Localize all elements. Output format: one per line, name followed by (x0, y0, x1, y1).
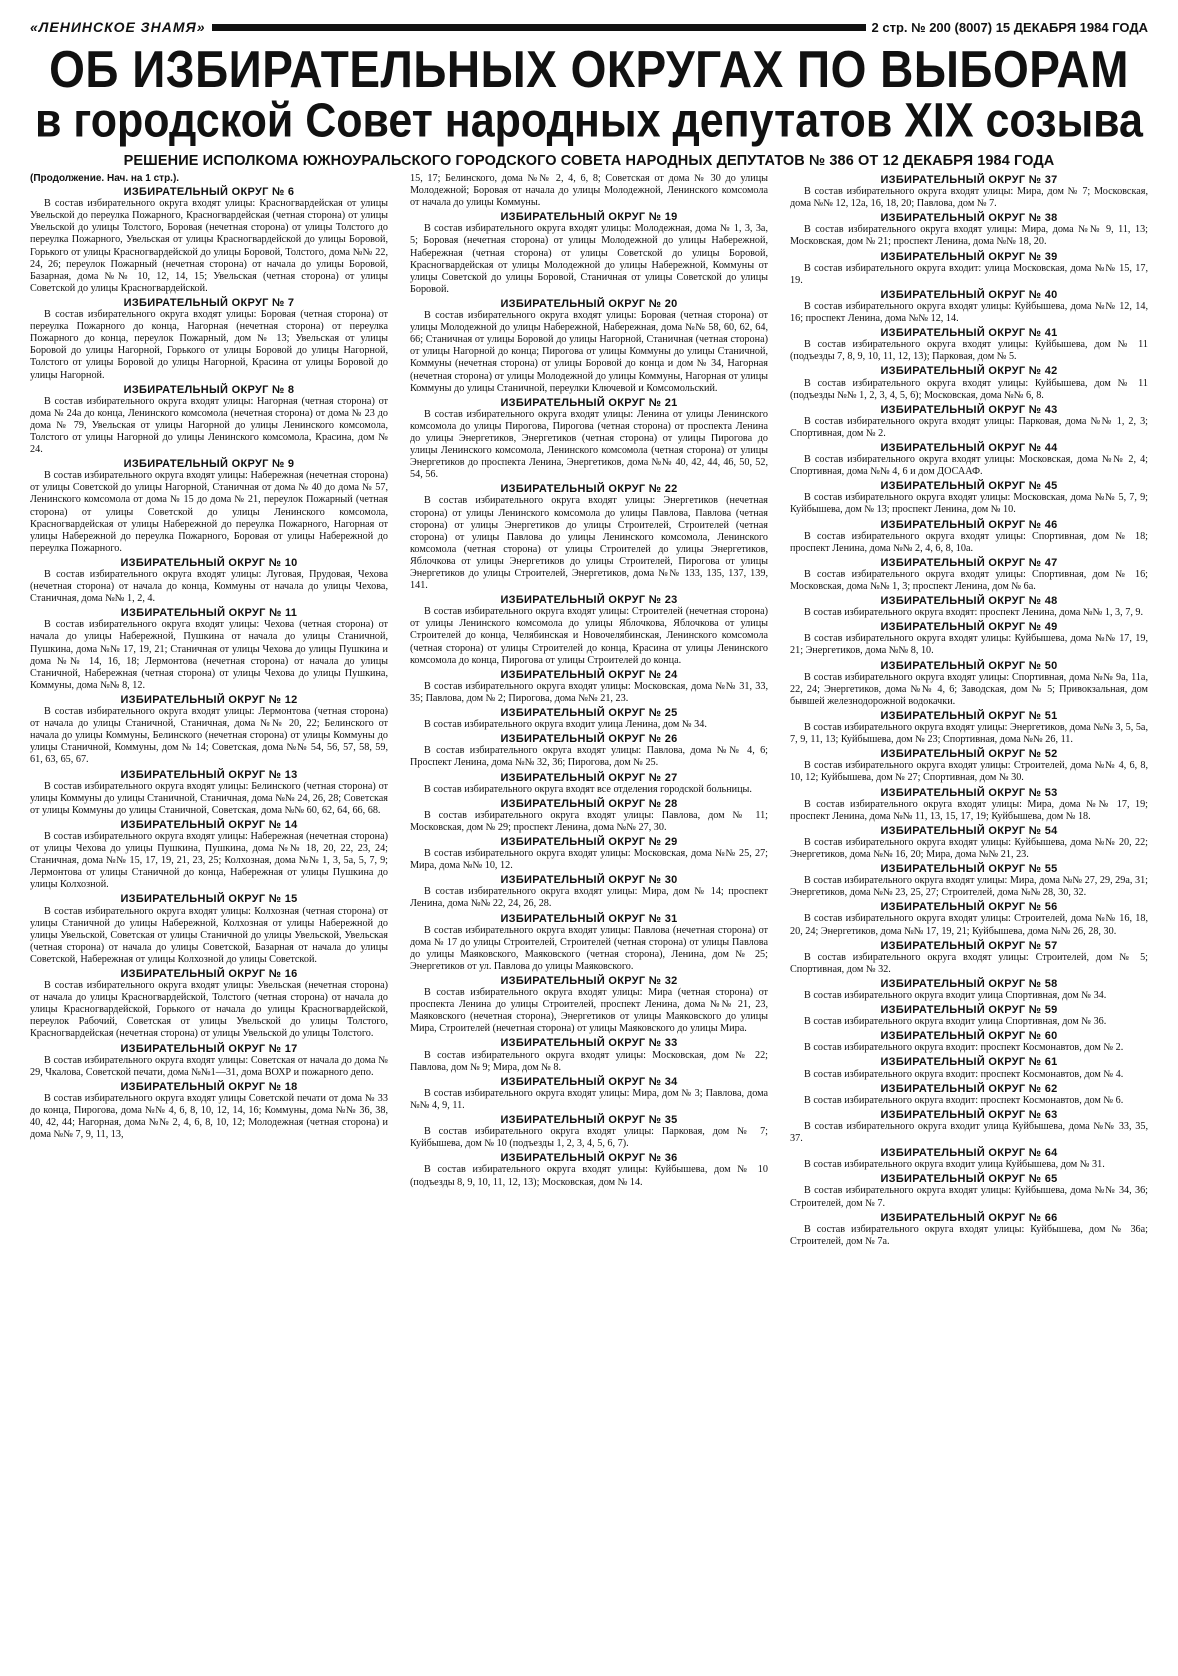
district-text: В состав избирательного округа входят улицы: Набережная (нечетная сторона) от улицы Советской до улицы Нагорной, Станичная от дома № 40 до дома № 57, Ленинского комсомола от дома № 15 до дома № 21, переулок Пожарный (четная сторона) от улицы Советской до улицы Ленинского комсомола, Красногвардейская от улицы Набережной до переулка Пожарного, Нагорная от улицы Набережной до переулка Пожарного, Боровая от улицы Набережной до переулка Пожарного. (30, 470, 388, 554)
district-text: В состав избирательного округа входят улицы: Куйбышева, дом № 11 (подъезды 7, 8, 9, 10, 11, 12, 13); Парковая, дом № 5. (790, 339, 1148, 363)
district-title: ИЗБИРАТЕЛЬНЫЙ ОКРУГ № 37 (880, 174, 1058, 186)
district-title: ИЗБИРАТЕЛЬНЫЙ ОКРУГ № 60 (880, 1030, 1058, 1043)
article-columns (30, 173, 1148, 1250)
district-title: ИЗБИРАТЕЛЬНЫЙ ОКРУГ № 15 (120, 893, 298, 906)
district-text: В состав избирательного округа входят улицы: Спортивная, дом № 16; Московская, дома №№ 1, 3; проспект Ленина, дом № 6а. (790, 568, 1148, 592)
district-text: В состав избирательного округа входят улицы: Строителей (нечетная сторона) от улицы Ленинского комсомола до улицы Яблочкова, Яблочкова от улицы Строителей до конца, Челябинская и Новочелябинская, Ленинского комсомола (четная сторона) от улицы Строителей до конца, Красина от улицы Ленинского комсомола до конца, Пирогова от улицы Строителей до конца. (410, 606, 768, 666)
district-text: В состав избирательного округа входят улицы: Мира (четная сторона) от проспекта Ленина до улицы Строителей, проспект Ленина, дома №№ 21, 23, Маяковского (нечетная сторона), Энергетиков от улицы Маяковского до улицы Мира, Строителей (нечетная сторона) от улицы Маяковского до улицы Мира. (410, 987, 768, 1035)
district-text: В состав избирательного округа входят улицы: Мира, дома №№ 27, 29, 29а, 31; Энергетиков, дома №№ 23, 25, 27; Строителей, дома №№ 28, 30, 32. (790, 875, 1148, 899)
district-title: ИЗБИРАТЕЛЬНЫЙ ОКРУГ № 45 (880, 480, 1058, 493)
district-title: ИЗБИРАТЕЛЬНЫЙ ОКРУГ № 11 (120, 607, 298, 620)
district-text: В состав избирательного округа входят улицы: Московская, дома №№ 2, 4; Спортивная, дома №№ 4, 6 и дом ДОСААФ. (790, 454, 1148, 478)
district-title: ИЗБИРАТЕЛЬНЫЙ ОКРУГ № 8 (123, 383, 295, 396)
district-title: ИЗБИРАТЕЛЬНЫЙ ОКРУГ № 50 (880, 659, 1058, 672)
district-title: ИЗБИРАТЕЛЬНЫЙ ОКРУГ № 56 (880, 901, 1058, 914)
masthead-rule (212, 24, 866, 31)
district-title: ИЗБИРАТЕЛЬНЫЙ ОКРУГ № 25 (500, 707, 678, 720)
district-title: ИЗБИРАТЕЛЬНЫЙ ОКРУГ № 27 (500, 771, 678, 784)
issue-line: 2 стр. № 200 (8007) 15 ДЕКАБРЯ 1984 ГОДА (871, 19, 1148, 35)
district-text: В состав избирательного округа входят улицы: Набережная (нечетная сторона) от улицы Чехова до улицы Пушкина, Пушкина, дома №№ 18, 20, 22, 23, 24; Станичная, дома №№ 15, 17, 19, 21, 23, 25; Колхозная, дома №№ 1, 3, 5а, 5, 7, 9; Лермонтова от улицы Станичной до конца, Набережная от улицы Пушкина до улицы Колхозной. (30, 830, 388, 891)
district-text: В состав избирательного округа входят улицы: Мира, дома №№ 9, 11, 13; Московская, дом № 21; проспект Ленина, дома №№ 18, 20. (790, 224, 1148, 248)
district-text: В состав избирательного округа входят улицы: Куйбышева, дома №№ 12, 14, 16; проспект Ленина, дома №№ 12, 14. (790, 300, 1148, 325)
district-text: В состав избирательного округа входят улицы: Московская, дома №№ 31, 33, 35; Павлова, дом № 2; Пирогова, дома №№ 21, 23. (410, 680, 768, 704)
district-title: ИЗБИРАТЕЛЬНЫЙ ОКРУГ № 52 (880, 748, 1058, 761)
district-text: В состав избирательного округа входят улицы: Советская от начала до дома № 29, Чкалова, Советской печати, дома №№1—31, дома ВОХР и пожарного депо. (30, 1054, 388, 1078)
district-title: ИЗБИРАТЕЛЬНЫЙ ОКРУГ № 32 (500, 975, 678, 987)
district-text: В состав избирательного округа входят улицы: Колхозная (четная сторона) от улицы Станичной до улицы Набережной, Колхозная от улицы Набережной до улицы Увельской, Советская от улицы Станичной до улицы Увельской, Увельская (четная сторона) от начала до улицы Советской, Базарная от начала до улицы Советской, Набережная от улицы Колхозной до улицы Советской. (30, 905, 388, 965)
district-title: ИЗБИРАТЕЛЬНЫЙ ОКРУГ № 26 (500, 733, 678, 746)
district-title: ИЗБИРАТЕЛЬНЫЙ ОКРУГ № 22 (500, 483, 678, 496)
district-title: ИЗБИРАТЕЛЬНЫЙ ОКРУГ № 23 (500, 594, 678, 607)
district-title: ИЗБИРАТЕЛЬНЫЙ ОКРУГ № 36 (500, 1152, 678, 1165)
district-title: ИЗБИРАТЕЛЬНЫЙ ОКРУГ № 41 (880, 327, 1058, 340)
district-text: В состав избирательного округа входят улицы: Строителей, дома №№ 16, 18, 20, 24; Энергетиков, дома №№ 17, 19, 21; Куйбышева, дома №№ 26, 28, 30. (790, 913, 1148, 937)
district-title: ИЗБИРАТЕЛЬНЫЙ ОКРУГ № 18 (120, 1080, 298, 1093)
district-title: ИЗБИРАТЕЛЬНЫЙ ОКРУГ № 40 (880, 288, 1058, 301)
district-title: ИЗБИРАТЕЛЬНЫЙ ОКРУГ № 17 (120, 1042, 298, 1055)
district-title: ИЗБИРАТЕЛЬНЫЙ ОКРУГ № 19 (500, 211, 678, 224)
district-text: В состав избирательного округа входят улицы: Энергетиков, дома №№ 3, 5, 5а, 7, 9, 11, 13; Куйбышева, дом № 23; Спортивная, дома №№ 26, 11. (790, 722, 1148, 746)
district-text: В состав избирательного округа входят улицы: Лермонтова (четная сторона) от начала до улицы Станичной, Станичная, дома №№ 20, 22; Белинского от начала до улицы Коммуны, Белинского (нечетная сторона) от улицы Коммуны до улицы Станичной, Коммуны, дом № 14; Советская, дома №№ 54, 56, 57, 58, 59, 61, 63, 65, 67. (30, 706, 388, 766)
district-title: ИЗБИРАТЕЛЬНЫЙ ОКРУГ № 53 (880, 786, 1058, 799)
district-text: В состав избирательного округа входит: проспект Космонавтов, дом № 2. (804, 1042, 1124, 1054)
district-title: ИЗБИРАТЕЛЬНЫЙ ОКРУГ № 9 (123, 458, 295, 471)
district-text: В состав избирательного округа входят улицы: Мира, дом № 7; Московская, дома №№ 12, 12а, 16, 18, 20; Павлова, дом № 7. (790, 186, 1148, 210)
district-title: ИЗБИРАТЕЛЬНЫЙ ОКРУГ № 34 (500, 1075, 678, 1088)
district-text: В состав избирательного округа входят улицы: Павлова (нечетная сторона) от дома № 17 до улицы Строителей, Строителей (четная сторона) от улицы Павлова до улицы Маяковского, Маяковского (четная сторона), Ленина, дом № 25; Энергетиков от ул. Павлова до улицы Маяковского. (410, 924, 768, 972)
district-title: ИЗБИРАТЕЛЬНЫЙ ОКРУГ № 42 (880, 365, 1058, 378)
district-text: В состав избирательного округа входят улицы: Белинского (четная сторона) от улицы Коммуны до улицы Станичной, Станичная, дома №№ 24, 26, 28; Советская от улицы Коммуны до улицы Станичной, Советская, дома №№ 60, 62, 64, 66, 68. (30, 780, 388, 816)
district-title: ИЗБИРАТЕЛЬНЫЙ ОКРУГ № 14 (120, 818, 298, 831)
district-text: В состав избирательного округа входят улицы: Красногвардейская от улицы Увельской до переулка Пожарного, Красногвардейская (четная сторона) от улицы Увельской до улицы Толстого, Боровая (нечетная сторона) от улицы Толстого до переулка Пожарного, Увельская от улицы Красногвардейской до улицы Боровой, Горького от улицы Красногвардейской до улицы Боровой, Толстого, дома №№ 22, 24, 26; переулок Пожарный (нечетная сторона) от начала до улицы Боровой, Базарная, дома №№ 10, 12, 14, 15; Увельская (четная сторона) от улицы Советской до улицы Красногвардейской. (30, 198, 388, 294)
district-text: В состав избирательного округа входят улицы: Куйбышева, дома №№ 17, 19, 21; Энергетиков, дома №№ 8, 10. (790, 633, 1148, 657)
district-text: В состав избирательного округа входят улицы: Строителей, дом № 5; Спортивная, дом № 32. (790, 951, 1148, 975)
district-title: ИЗБИРАТЕЛЬНЫЙ ОКРУГ № 24 (500, 668, 678, 681)
district-title: ИЗБИРАТЕЛЬНЫЙ ОКРУГ № 49 (880, 621, 1058, 634)
district-text: В состав избирательного округа входят улицы: Мира, дом № 14; проспект Ленина, дома №№ 22, 24, 26, 28. (410, 886, 768, 910)
district-text: В состав избирательного округа входят улицы: Куйбышева, дом № 36а; Строителей, дом № 7а. (790, 1223, 1148, 1247)
district-title: ИЗБИРАТЕЛЬНЫЙ ОКРУГ № 46 (880, 518, 1058, 531)
district-text: В состав избирательного округа входят улицы: Куйбышева, дом № 11 (подъезды №№ 1, 2, 3, 4, 5, 6); Московская, дома №№ 6, 8. (790, 377, 1148, 401)
district-title: ИЗБИРАТЕЛЬНЫЙ ОКРУГ № 58 (880, 977, 1058, 990)
district-title: ИЗБИРАТЕЛЬНЫЙ ОКРУГ № 33 (500, 1037, 678, 1050)
district-title: ИЗБИРАТЕЛЬНЫЙ ОКРУГ № 51 (880, 709, 1058, 722)
district-text: В состав избирательного округа входят: проспект Ленина, дома №№ 1, 3, 7, 9. (804, 607, 1144, 619)
district-text: В состав избирательного округа входят улицы: Спортивная, дом № 18; проспект Ленина, дома №№ 2, 4, 6, 8, 10а. (790, 530, 1148, 554)
district-title: ИЗБИРАТЕЛЬНЫЙ ОКРУГ № 29 (500, 835, 678, 848)
district-title: ИЗБИРАТЕЛЬНЫЙ ОКРУГ № 54 (880, 824, 1058, 837)
district-text: В состав избирательного округа входят улицы: Мира, дом № 3; Павлова, дома №№ 4, 9, 11. (410, 1087, 768, 1111)
district-text: В состав избирательного округа входят улицы: Увельская (нечетная сторона) от начала до улицы Красногвардейской, Толстого (четная сторона) от начала до улицы Красногвардейской, Горького от начала до улицы Красногвардейской, переулок Рабочий, Советская от улицы Увельской до улицы Толстого, Красногвардейская (нечетная сторона) от улицы Увельской до улицы Толстого. (30, 980, 388, 1040)
district-text: В состав избирательного округа входит улица Спортивная, дом № 36. (804, 1016, 1107, 1028)
district-title: ИЗБИРАТЕЛЬНЫЙ ОКРУГ № 21 (500, 396, 678, 409)
district-text: В состав избирательного округа входят улицы: Ленина от улицы Ленинского комсомола до улицы Пирогова, Пирогова (четная сторона) от проспекта Ленина до улицы Энергетиков, Энергетиков (четная сторона) от улицы Пирогова до улицы Ленинского комсомола, Ленинского комсомола (четная сторона) от улицы Энергетиков до проспекта Ленина, Энергетиков, дома №№ 40, 42, 44, 46, 50, 52, 54, 56. (410, 408, 768, 481)
column-2 (410, 173, 768, 1250)
district-text: В состав избирательного округа входят улицы: Парковая, дома №№ 1, 2, 3; Спортивная, дом № 2. (790, 415, 1148, 439)
district-text: В состав избирательного округа входят все отделения городской больницы. (424, 783, 752, 795)
masthead (30, 14, 1148, 40)
district-text: В состав избирательного округа входят улицы: Московская, дома №№ 5, 7, 9; Куйбышева, дом № 13; проспект Ленина, дом № 10. (790, 492, 1148, 516)
district-title: ИЗБИРАТЕЛЬНЫЙ ОКРУГ № 38 (880, 212, 1058, 225)
column-lead-text: 15, 17; Белинского, дома №№ 2, 4, 6, 8; Советская от дома № 30 до улицы Молодежной; Боровая от начала до улицы Молодежной, Ленинского комсомола от начала до улицы Коммуны. (410, 173, 768, 209)
district-text: В состав избирательного округа входят улицы: Нагорная (четная сторона) от дома № 24а до конца, Ленинского комсомола (нечетная сторона) от дома № 23 до дома № 79, Увельская от улицы Нагорной до улицы Ленинского комсомола, Толстого от улицы Нагорной до улицы Ленинского комсомола, Красина, дом № 24. (30, 395, 388, 456)
district-text: В состав избирательного округа входят улицы: Московская, дом № 22; Павлова, дом № 9; Мира, дом № 8. (410, 1049, 768, 1073)
district-text: В состав избирательного округа входят улицы: Куйбышева, дома №№ 34, 36; Строителей, дом № 7. (790, 1185, 1148, 1209)
district-title: ИЗБИРАТЕЛЬНЫЙ ОКРУГ № 63 (880, 1108, 1058, 1121)
district-text: В состав избирательного округа входят улицы: Спортивная, дома №№ 9а, 11а, 22, 24; Энергетиков, дома №№ 4, 6; Заводская, дом № 5; Привокзальная, дом бывшей железнодорожной водокачки. (790, 671, 1148, 707)
headline-line-2: в городской Совет народных депутатов XIX созыва (35, 94, 1143, 148)
district-text: В состав избирательного округа входит улица Куйбышева, дома №№ 33, 35, 37. (790, 1120, 1148, 1145)
district-title: ИЗБИРАТЕЛЬНЫЙ ОКРУГ № 47 (880, 556, 1058, 569)
district-title: ИЗБИРАТЕЛЬНЫЙ ОКРУГ № 7 (123, 296, 295, 309)
district-title: ИЗБИРАТЕЛЬНЫЙ ОКРУГ № 35 (500, 1114, 678, 1127)
headline-line-1: ОБ ИЗБИРАТЕЛЬНЫХ ОКРУГАХ ПО ВЫБОРАМ (49, 39, 1129, 99)
district-text: В состав избирательного округа входят улицы: Павлова, дом № 11; Московская, дом № 29; проспект Ленина, дома №№ 27, 30. (410, 809, 768, 833)
district-title: ИЗБИРАТЕЛЬНЫЙ ОКРУГ № 65 (880, 1173, 1058, 1186)
district-text: В состав избирательного округа входит: проспект Космонавтов, дом № 4. (804, 1068, 1124, 1080)
district-text: В состав избирательного округа входят улицы: Боровая (четная сторона) от переулка Пожарного до конца, Нагорная (нечетная сторона) от переулка Пожарного до конца, переулок Пожарный, дом № 13; Увельская от улицы Боровой до улицы Нагорной, Горького от улицы Боровой до улицы Нагорной, Толстого от улицы Боровой до улицы Нагорной, Красина от улицы Боровой до улицы Нагорной. (30, 309, 388, 381)
district-title: ИЗБИРАТЕЛЬНЫЙ ОКРУГ № 30 (500, 874, 678, 887)
district-title: ИЗБИРАТЕЛЬНЫЙ ОКРУГ № 48 (880, 595, 1058, 608)
district-text: В состав избирательного округа входят улицы: Энергетиков (нечетная сторона) от улицы Ленинского комсомола до улицы Павлова, Павлова (четная сторона) от улицы Энергетиков до улицы Строителей, Строителей (четная сторона) от улицы Павлова до улицы Ленинского комсомола, Ленинского комсомола (четная сторона) от улицы Строителей до улицы Энергетиков, Яблочкова от улицы Энергетиков до улицы Строителей, Пирогова от улицы Энергетиков до улицы Строителей, Энергетиков, дома №№ 133, 135, 137, 139, 141. (410, 495, 768, 592)
district-title: ИЗБИРАТЕЛЬНЫЙ ОКРУГ № 28 (500, 797, 678, 810)
district-title: ИЗБИРАТЕЛЬНЫЙ ОКРУГ № 13 (120, 768, 298, 781)
continuation-note: (Продолжение. Нач. на 1 стр.). (30, 173, 180, 184)
district-text: В состав избирательного округа входят улицы: Куйбышева, дом № 10 (подъезды 8, 9, 10, 11, 12, 13); Московская, дом № 14. (410, 1164, 768, 1188)
district-title: ИЗБИРАТЕЛЬНЫЙ ОКРУГ № 59 (880, 1004, 1058, 1017)
district-title: ИЗБИРАТЕЛЬНЫЙ ОКРУГ № 55 (880, 863, 1058, 876)
district-text: В состав избирательного округа входят улицы: Мира, дома №№ 17, 19; проспект Ленина, дома №№ 11, 13, 15, 17, 19; Куйбышева, дом № 18. (790, 798, 1148, 822)
column-3 (790, 173, 1148, 1250)
district-text: В состав избирательного округа входят улицы: Московская, дома №№ 25, 27; Мира, дома №№ 10, 12. (410, 848, 768, 872)
district-title: ИЗБИРАТЕЛЬНЫЙ ОКРУГ № 10 (120, 556, 298, 569)
district-title: ИЗБИРАТЕЛЬНЫЙ ОКРУГ № 62 (880, 1082, 1058, 1095)
district-title: ИЗБИРАТЕЛЬНЫЙ ОКРУГ № 64 (880, 1147, 1058, 1160)
district-text: В состав избирательного округа входят улицы: Чехова (четная сторона) от начала до улицы Набережной, Пушкина от начала до улицы Станичной, Пушкина, дома №№ 17, 19, 21; Станичная от улицы Чехова до улицы Пушкина и дома №№ 14, 16, 18; Лермонтова (нечетная сторона) от начала до улицы Станичной, Набережная (четная сторона) от улицы Чехова до улицы Пушкина, Коммуны, дома №№ 8, 12. (30, 619, 388, 691)
column-1 (30, 173, 388, 1250)
district-text: В состав избирательного округа входят улицы: Луговая, Прудовая, Чехова (нечетная сторона) от начала до конца, Коммуны от начала до улицы Чехова, Станичная, дома №№ 1, 2, 4. (30, 569, 388, 605)
district-title: ИЗБИРАТЕЛЬНЫЙ ОКРУГ № 20 (500, 297, 678, 310)
district-text: В состав избирательного округа входят улицы: Строителей, дома №№ 4, 6, 8, 10, 12; Куйбышева, дом № 27; Спортивная, дом № 30. (790, 760, 1148, 784)
district-title: ИЗБИРАТЕЛЬНЫЙ ОКРУГ № 57 (880, 939, 1058, 952)
district-text: В состав избирательного округа входит: улица Московская, дома №№ 15, 17, 19. (790, 262, 1148, 286)
district-title: ИЗБИРАТЕЛЬНЫЙ ОКРУГ № 31 (500, 912, 678, 925)
paper-name: «ЛЕНИНСКОЕ ЗНАМЯ» (30, 19, 206, 35)
district-text: В состав избирательного округа входит улица Спортивная, дом № 34. (804, 990, 1107, 1001)
district-title: ИЗБИРАТЕЛЬНЫЙ ОКРУГ № 39 (880, 250, 1058, 263)
district-title: ИЗБИРАТЕЛЬНЫЙ ОКРУГ № 12 (120, 693, 298, 706)
district-title: ИЗБИРАТЕЛЬНЫЙ ОКРУГ № 44 (880, 441, 1058, 454)
district-title: ИЗБИРАТЕЛЬНЫЙ ОКРУГ № 16 (120, 968, 298, 980)
district-text: В состав избирательного округа входят улицы: Парковая, дом № 7; Куйбышева, дом № 10 (подъезды 1, 2, 3, 4, 5, 6, 7). (410, 1126, 768, 1150)
district-text: В состав избирательного округа входит: проспект Космонавтов, дом № 6. (804, 1094, 1124, 1106)
district-text: В состав избирательного округа входит улица Ленина, дом № 34. (424, 719, 707, 731)
district-title: ИЗБИРАТЕЛЬНЫЙ ОКРУГ № 61 (880, 1056, 1058, 1069)
district-title: ИЗБИРАТЕЛЬНЫЙ ОКРУГ № 43 (880, 403, 1058, 416)
district-text: В состав избирательного округа входит улица Куйбышева, дом № 31. (804, 1159, 1105, 1171)
district-text: В состав избирательного округа входят улицы: Молодежная, дома № 1, 3, 3а, 5; Боровая (нечетная сторона) от улицы Молодежной до улицы Набережной, Набережная (четная сторона) от улицы Советской до улицы Боровой, Красногвардейская от улицы Молодежной до улицы Набережной, Коммуны от улицы Советской до улицы Боровой, Станичная от улицы Советской до улицы Боровой. (410, 223, 768, 295)
district-title: ИЗБИРАТЕЛЬНЫЙ ОКРУГ № 6 (123, 186, 295, 199)
district-text: В состав избирательного округа входят улицы: Павлова, дома №№ 4, 6; Проспект Ленина, дома №№ 32, 36; Пирогова, дом № 25. (410, 745, 768, 769)
district-text: В состав избирательного округа входят улицы Советской печати от дома № 33 до конца, Пирогова, дома №№ 4, 6, 8, 10, 12, 14, 16; Коммуны, дома №№ 36, 38, 40, 42, 44; Нагорная, дома №№ 2, 4, 6, 8, 10, 12; Молодежная (четная сторона) и дома №№ 7, 9, 11, 13, (30, 1092, 388, 1141)
district-text: В состав избирательного округа входят улицы: Куйбышева, дома №№ 20, 22; Энергетиков, дома №№ 16, 20; Мира, дома №№ 21, 23. (790, 836, 1148, 860)
district-title: ИЗБИРАТЕЛЬНЫЙ ОКРУГ № 66 (880, 1211, 1058, 1224)
decision-line: РЕШЕНИЕ ИСПОЛКОМА ЮЖНОУРАЛЬСКОГО ГОРОДСКОГО СОВЕТА НАРОДНЫХ ДЕПУТАТОВ № 386 ОТ 12 ДЕКАБРЯ 1984 ГОДА (123, 153, 1055, 169)
district-text: В состав избирательного округа входят улицы: Боровая (четная сторона) от улицы Молодежной до улицы Набережной, Набережная, дома №№ 58, 60, 62, 64, 66; Станичная от улицы Боровой до улицы Нагорной, Станичная (четная сторона) от улицы Нагорной до конца; Пирогова от улицы Коммуны до улицы Станичной, Коммуны (нечетная сторона) от улицы Боровой до конца и дом № 34, Нагорная (нечетная сторона) от улицы Молодежной до улицы Коммуны, Нагорная от улицы Коммуны до улицы Станичной, переулки Ключевой и Комсомольский. (410, 310, 768, 394)
